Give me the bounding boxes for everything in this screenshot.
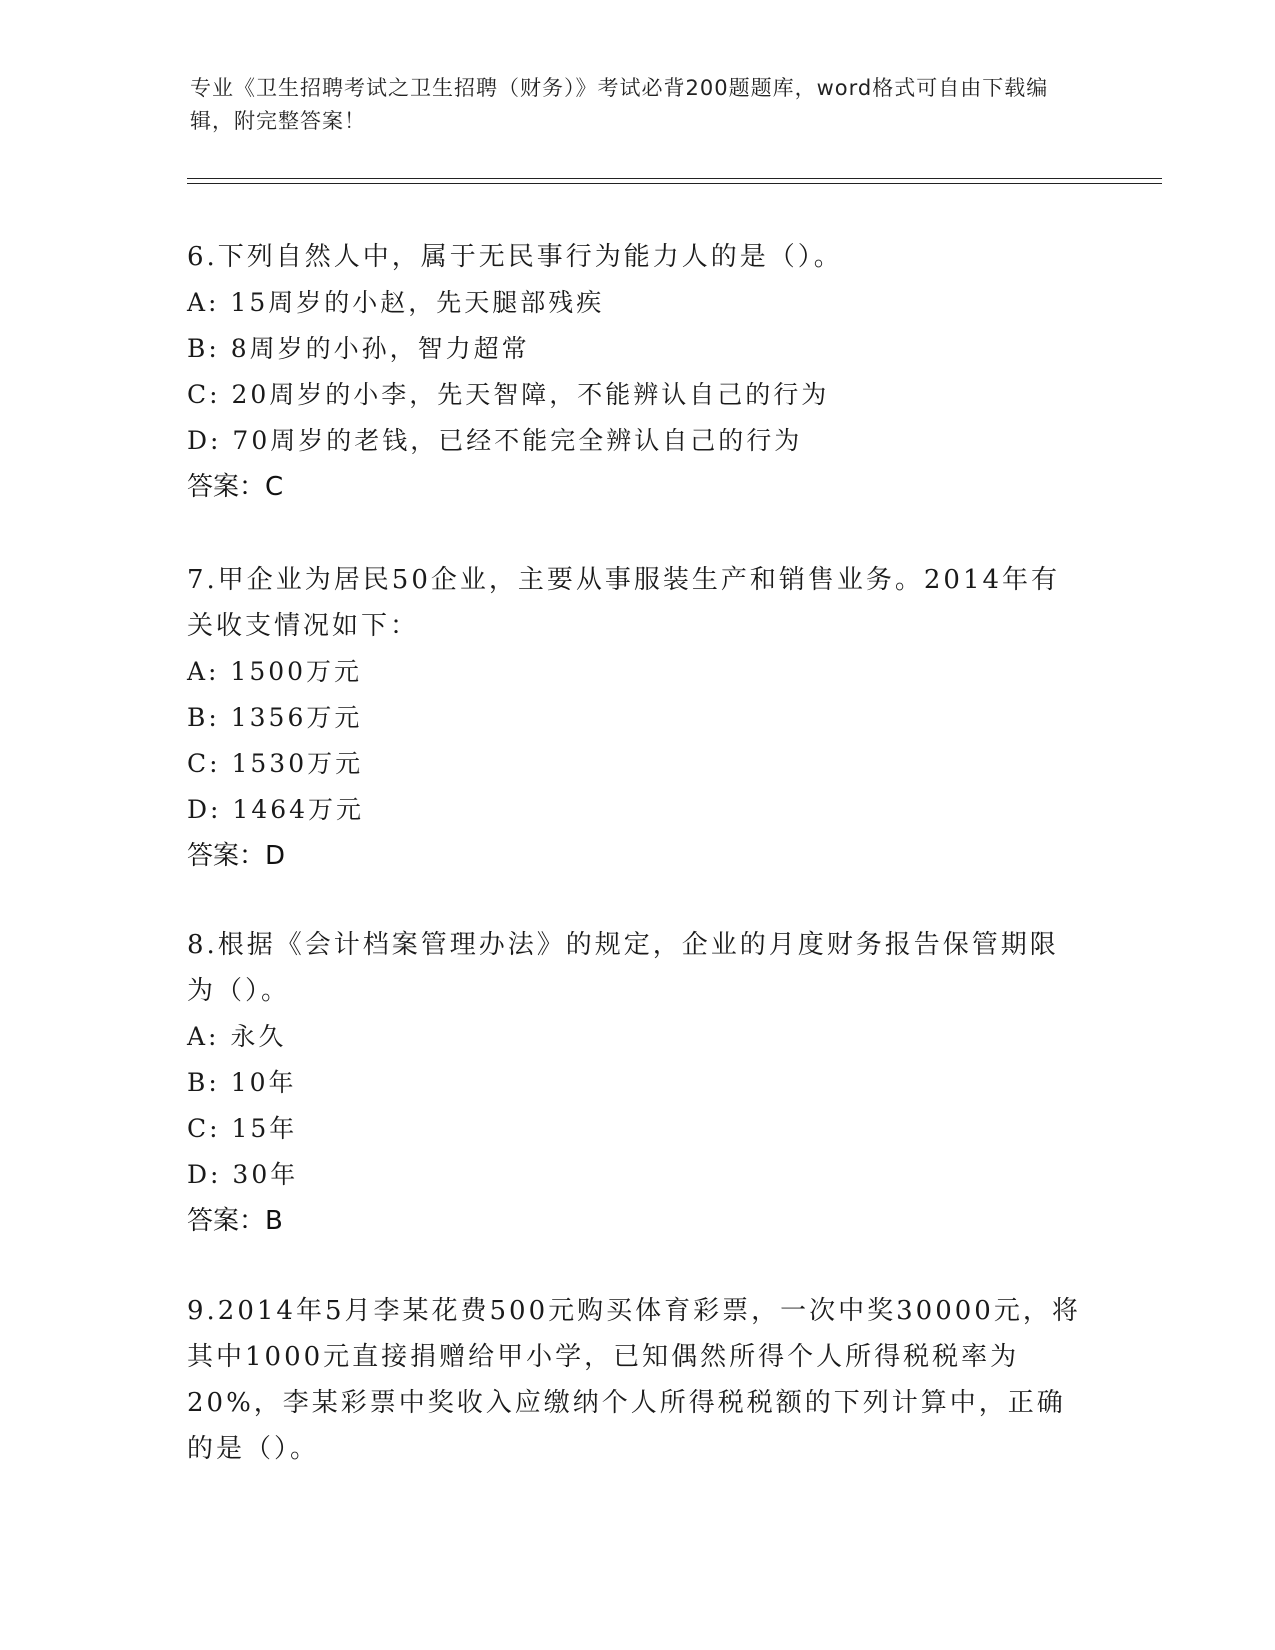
option-c: C: 1530万元 (187, 749, 364, 778)
header-divider-bottom (187, 183, 1162, 184)
answer-line: 答案：B (187, 1206, 283, 1236)
option-a: A: 1500万元 (187, 657, 363, 686)
question-7 (187, 557, 1087, 879)
question-9 (187, 1288, 1087, 1472)
option-d: D: 30年 (187, 1160, 299, 1189)
question-stem: 6.下列自然人中，属于无民事行为能力人的是（）。 (187, 242, 843, 272)
question-stem: 7.甲企业为居民50企业，主要从事服装生产和销售业务。2014年有关收支情况如下： (187, 565, 1061, 641)
header-divider-top (187, 178, 1162, 179)
option-c: C: 15年 (187, 1114, 298, 1143)
option-a: A: 15周岁的小赵，先天腿部残疾 (187, 288, 605, 317)
option-c: C: 20周岁的小李，先天智障，不能辨认自己的行为 (187, 380, 830, 409)
answer-line: 答案：C (187, 472, 284, 502)
option-b: B: 10年 (187, 1068, 297, 1097)
question-8 (187, 922, 1087, 1244)
document-header (190, 72, 1090, 138)
question-stem: 9.2014年5月李某花费500元购买体育彩票，一次中奖30000元，将其中1000元直接捐赠给甲小学，已知偶然所得个人所得税税率为20%，李某彩票中奖收入应缴纳个人所得税税额的下列计算中，正确的是（）。 (187, 1296, 1081, 1464)
option-a: A: 永久 (187, 1022, 287, 1051)
question-6 (187, 234, 1087, 510)
option-b: B: 8周岁的小孙，智力超常 (187, 334, 530, 363)
question-stem: 8.根据《会计档案管理办法》的规定，企业的月度财务报告保管期限为（）。 (187, 930, 1059, 1006)
option-b: B: 1356万元 (187, 703, 363, 732)
answer-line: 答案：D (187, 841, 286, 871)
option-d: D: 1464万元 (187, 795, 365, 824)
option-d: D: 70周岁的老钱，已经不能完全辨认自己的行为 (187, 426, 803, 455)
header-title: 专业《卫生招聘考试之卫生招聘（财务）》考试必背200题题库，word格式可自由下载编辑，附完整答案！ (190, 76, 1049, 133)
